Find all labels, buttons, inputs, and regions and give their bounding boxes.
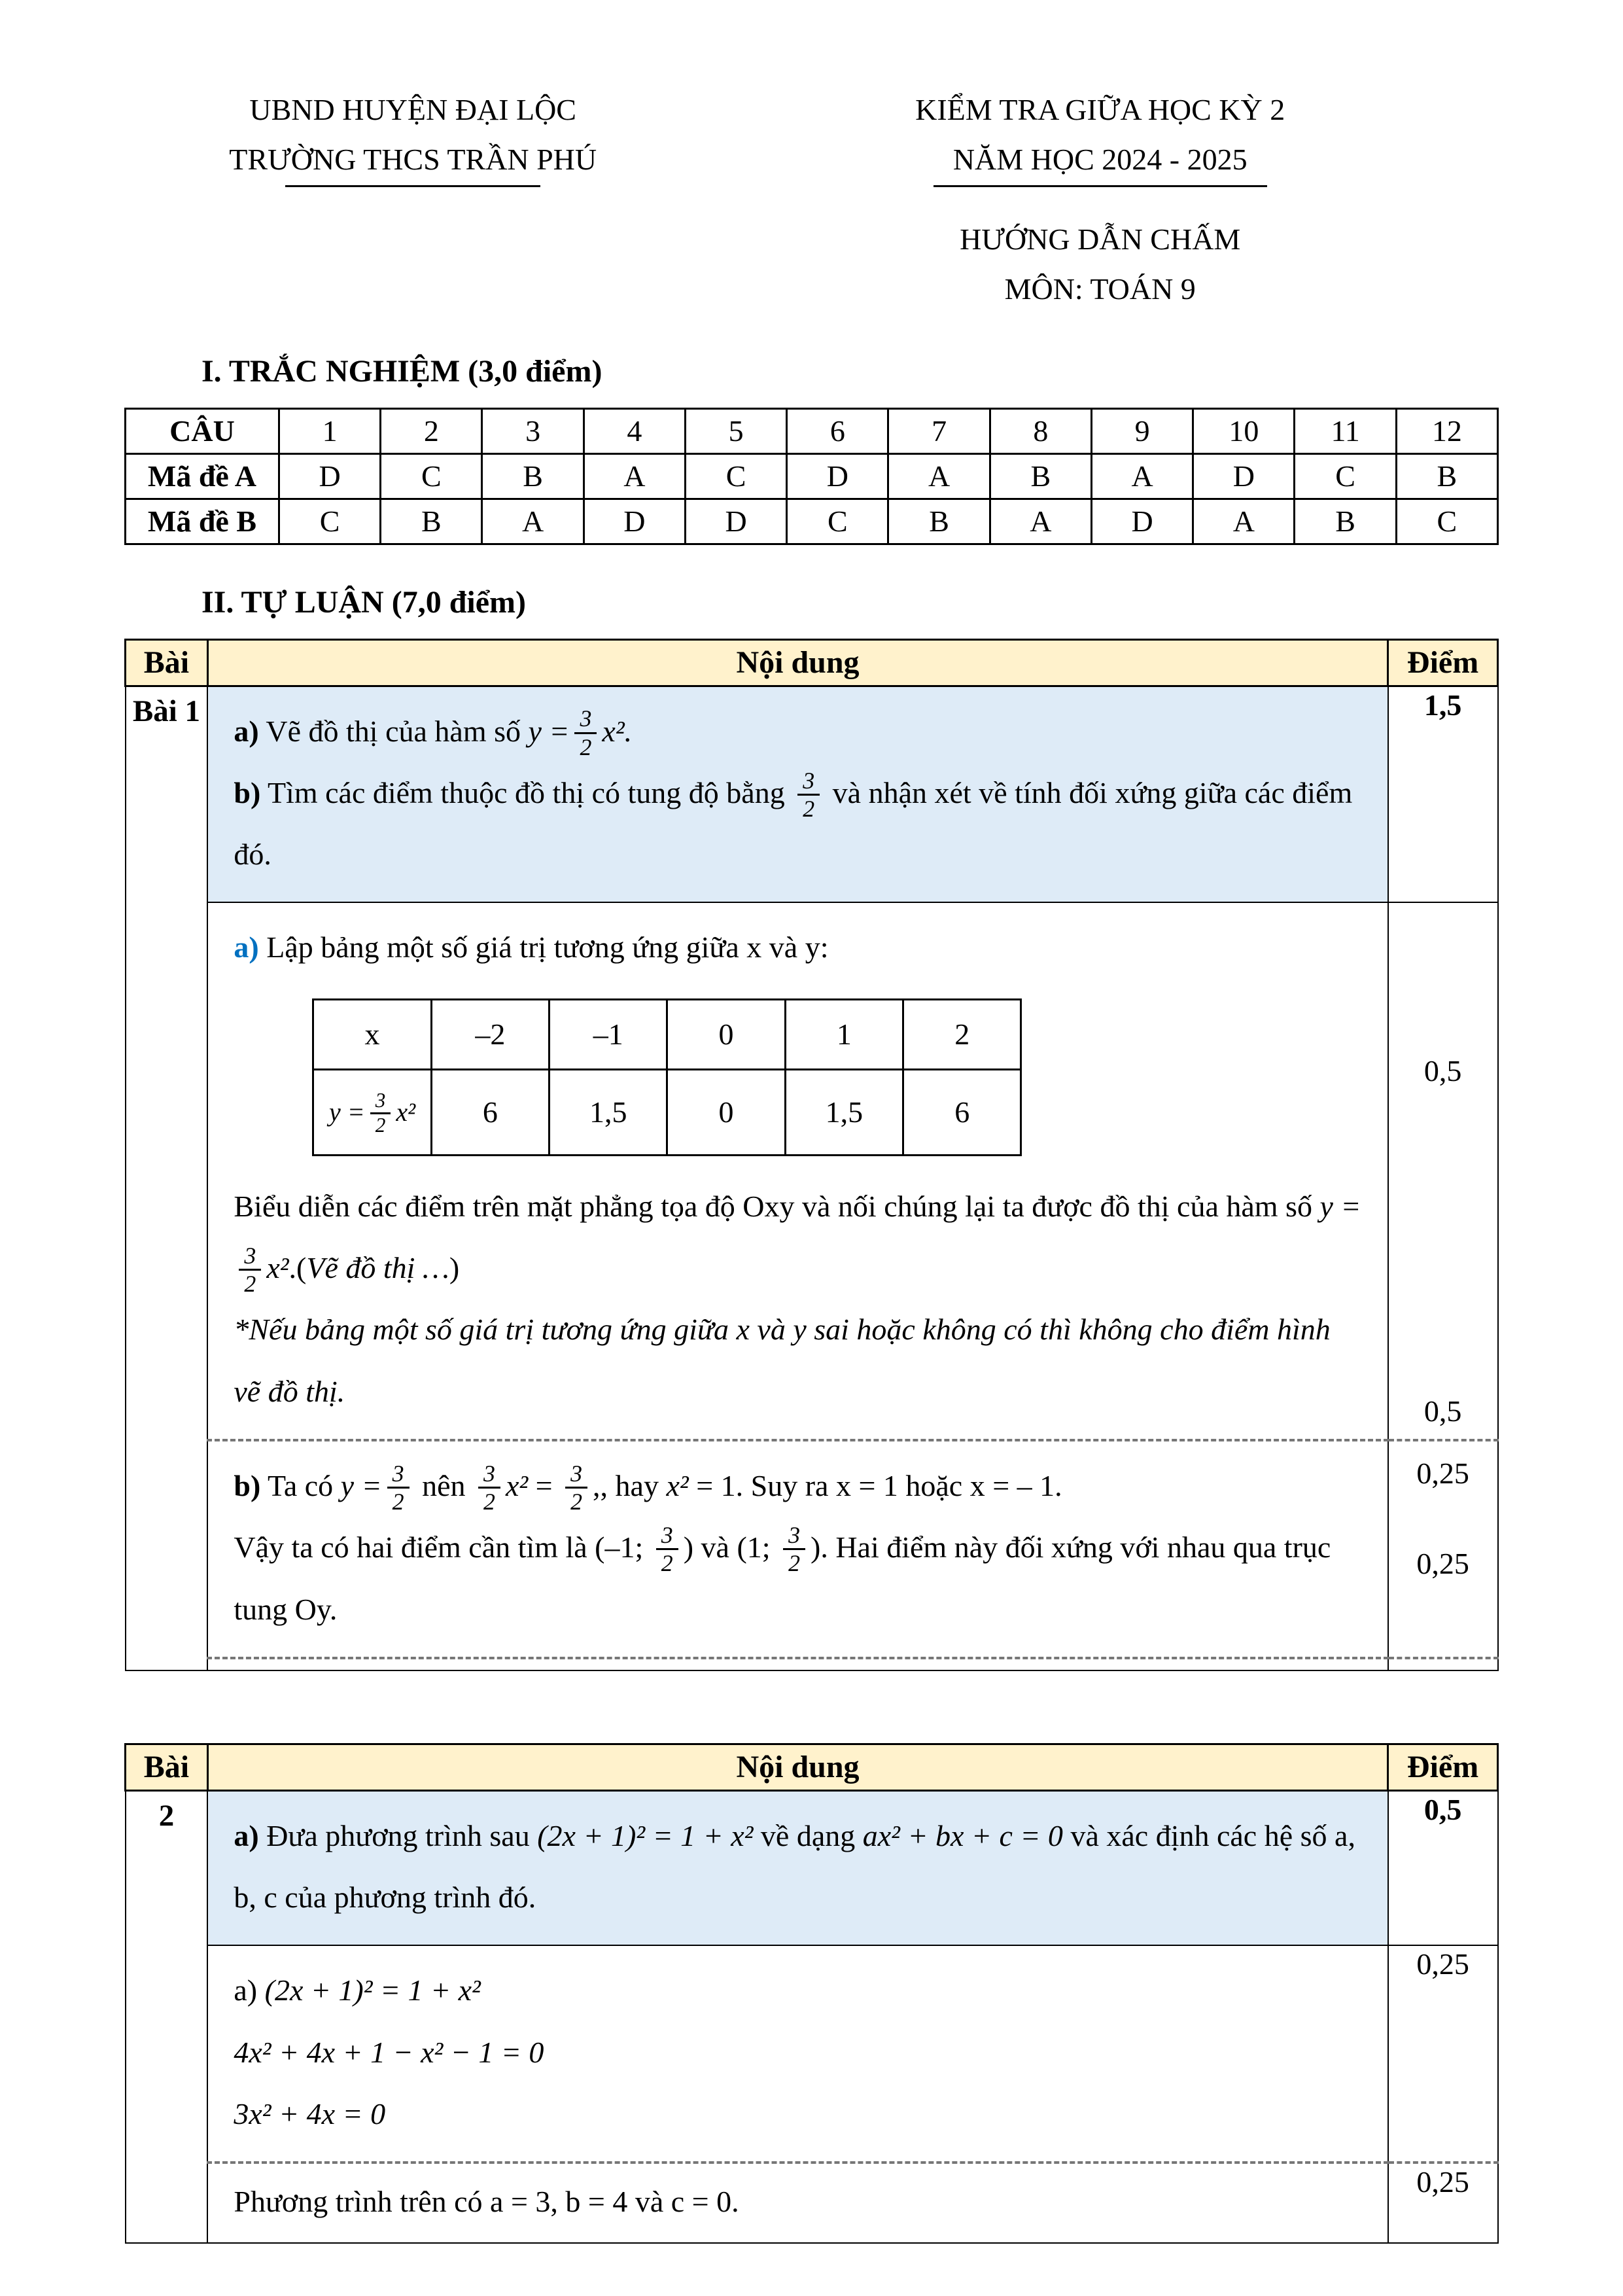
score-conclusion: 0,25 bbox=[1388, 2163, 1498, 2243]
bai1-solution-b-cell bbox=[207, 1440, 1387, 1658]
col-header-diem: Điểm bbox=[1388, 1744, 1498, 1790]
col-header-bai: Bài bbox=[126, 639, 208, 686]
statement-a: a) Vẽ đồ thị của hàm số y = $\frac{3}{2}$ x². bbox=[234, 705, 633, 760]
essay2-statement-row bbox=[126, 1790, 1498, 1945]
mc-answer: B bbox=[888, 499, 990, 544]
mc-answer: C bbox=[381, 453, 482, 499]
y-value: 1,5 bbox=[785, 1069, 903, 1155]
score-b-line1: 0,25 bbox=[1416, 1456, 1469, 1490]
score-statement-2: 0,5 bbox=[1388, 1790, 1498, 1945]
mc-answer: D bbox=[787, 453, 888, 499]
score-solution-2: 0,25 bbox=[1388, 1945, 1498, 2163]
y-value: 1,5 bbox=[550, 1069, 667, 1155]
essay1-spacer-row bbox=[126, 1658, 1498, 1670]
header-exam-line1: KIỂM TRA GIỮA HỌC KỲ 2 bbox=[915, 93, 1285, 126]
x-value: 1 bbox=[785, 999, 903, 1069]
x-value: 2 bbox=[903, 999, 1021, 1069]
y-value: 0 bbox=[667, 1069, 785, 1155]
solution-2-line2: 4x² + 4x + 1 − x² − 1 = 0 bbox=[234, 2035, 544, 2069]
mc-number: 4 bbox=[584, 408, 685, 453]
bai2-label: 2 bbox=[126, 1790, 208, 2243]
essay2-last-row bbox=[126, 2163, 1498, 2243]
header-school-block bbox=[124, 85, 701, 187]
mc-number: 11 bbox=[1295, 408, 1396, 453]
bai2-statement bbox=[209, 1792, 1386, 1945]
bai2-conclusion bbox=[209, 2164, 1386, 2242]
mc-answer: B bbox=[1396, 453, 1497, 499]
header-exam-block bbox=[701, 85, 1499, 314]
mc-number: 10 bbox=[1193, 408, 1295, 453]
mc-number: 2 bbox=[381, 408, 482, 453]
mc-answer: C bbox=[787, 499, 888, 544]
mc-number: 3 bbox=[482, 408, 584, 453]
mc-number: 1 bbox=[279, 408, 380, 453]
header-right-underline bbox=[934, 185, 1267, 187]
col-header-noidung: Nội dung bbox=[207, 639, 1387, 686]
mc-answer: C bbox=[279, 499, 380, 544]
mc-rowA-label: Mã đề A bbox=[126, 453, 279, 499]
multiple-choice-table bbox=[124, 408, 1499, 545]
mc-rowB bbox=[126, 499, 1498, 544]
statement-2a: a) Đưa phương trình sau (2x + 1)² = 1 + x² về dạng ax² + bx + c = 0 và xác định các hệ số a, b, c của phương trình đó. bbox=[234, 1818, 1355, 1915]
solution-a-note: *Nếu bảng một số giá trị tương ứng giữa x và y sai hoặc không có thì không cho điểm hình vẽ đồ thị. bbox=[234, 1313, 1331, 1408]
bai1-statement-cell bbox=[207, 686, 1387, 902]
mc-answer: D bbox=[1091, 499, 1193, 544]
mc-answer: D bbox=[1193, 453, 1295, 499]
mc-number: 5 bbox=[685, 408, 786, 453]
essay1-solution-b-row bbox=[126, 1440, 1498, 1658]
col-header-bai: Bài bbox=[126, 1744, 208, 1790]
bai1-solution-a bbox=[209, 904, 1386, 1438]
essay1-statement-row bbox=[126, 686, 1498, 902]
mc-answer: B bbox=[381, 499, 482, 544]
fraction-3-2: $\frac{3}{2}$ bbox=[370, 1089, 391, 1137]
y-label: y = $\frac{3}{2}$ x² bbox=[313, 1069, 431, 1155]
mc-number: 12 bbox=[1396, 408, 1497, 453]
mc-answer: C bbox=[1396, 499, 1497, 544]
bai1-solution-b bbox=[209, 1442, 1386, 1656]
x-label: x bbox=[313, 999, 431, 1069]
solution-b-line2: Vậy ta có hai điểm cần tìm là (–1; $\frac{3}{2}$ ) và (1; $\frac{3}{2}$ ). Hai điểm này đối xứng với nhau qua trục tung Oy. bbox=[234, 1522, 1331, 1626]
header-left-underline bbox=[285, 185, 540, 187]
bai2-solution bbox=[209, 1947, 1386, 2161]
spacer-cell bbox=[207, 1658, 1387, 1670]
score-value-table: 0,5 bbox=[1423, 1054, 1462, 1088]
mc-answer: A bbox=[1193, 499, 1295, 544]
mc-answer: D bbox=[685, 499, 786, 544]
bai2-conclusion-cell bbox=[207, 2163, 1387, 2243]
value-table-x-row bbox=[313, 999, 1021, 1069]
essay2-header-row bbox=[126, 1744, 1498, 1790]
x-value: 0 bbox=[667, 999, 785, 1069]
fraction-3-2: $\frac{3}{2}$ bbox=[574, 705, 597, 760]
essay-table-1 bbox=[124, 639, 1499, 1671]
mc-cau-label: CÂU bbox=[126, 408, 279, 453]
mc-number: 6 bbox=[787, 408, 888, 453]
mc-answer: A bbox=[584, 453, 685, 499]
mc-answer: C bbox=[685, 453, 786, 499]
x-value: –2 bbox=[431, 999, 549, 1069]
table-gap bbox=[124, 1671, 1499, 1743]
fraction-3-2: $\frac{3}{2}$ bbox=[387, 1460, 410, 1515]
essay-table-2 bbox=[124, 1743, 1499, 2244]
mc-rowA bbox=[126, 453, 1498, 499]
mc-answer: B bbox=[482, 453, 584, 499]
fraction-3-2: $\frac{3}{2}$ bbox=[565, 1460, 587, 1515]
x-value: –1 bbox=[550, 999, 667, 1069]
score-graph: 0,5 bbox=[1423, 1394, 1462, 1428]
mc-answer: D bbox=[279, 453, 380, 499]
section2-title: II. TỰ LUẬN (7,0 điểm) bbox=[201, 584, 527, 620]
mc-answer: A bbox=[482, 499, 584, 544]
fraction-3-2: $\frac{3}{2}$ bbox=[478, 1460, 500, 1515]
header-guide-title: HƯỚNG DẪN CHẤM bbox=[960, 222, 1241, 256]
y-value: 6 bbox=[431, 1069, 549, 1155]
conclusion-text: Phương trình trên có a = 3, b = 4 và c = 0. bbox=[234, 2185, 739, 2219]
mc-answer: B bbox=[1295, 499, 1396, 544]
essay2-solution-row bbox=[126, 1945, 1498, 2163]
header-subject: MÔN: TOÁN 9 bbox=[1004, 272, 1196, 306]
score-solution-b bbox=[1388, 1440, 1498, 1658]
solution-b-line1: b) Ta có y = $\frac{3}{2}$ nên $\frac{3}{2}$ x² = $\frac{3}{2}$ ,, hay x² = 1. Suy ra x = 1 hoặc x = – 1. bbox=[234, 1460, 1062, 1515]
header-org-line1: UBND HUYỆN ĐẠI LỘC bbox=[249, 93, 576, 126]
mc-answer: C bbox=[1295, 453, 1396, 499]
solution-2-line3: 3x² + 4x = 0 bbox=[234, 2097, 386, 2131]
col-header-noidung: Nội dung bbox=[207, 1744, 1387, 1790]
section1-title: I. TRẮC NGHIỆM (3,0 điểm) bbox=[201, 353, 602, 389]
bai1-label: Bài 1 bbox=[126, 686, 208, 1670]
fraction-3-2: $\frac{3}{2}$ bbox=[783, 1522, 805, 1576]
mc-number: 8 bbox=[990, 408, 1091, 453]
solution-a-paragraph: Biểu diễn các điểm trên mặt phẳng tọa độ Oxy và nối chúng lại ta được đồ thị của hàm số y = $\frac{3}{2}$ x².(Vẽ đồ thị …) bbox=[234, 1189, 1361, 1297]
mc-rowB-label: Mã đề B bbox=[126, 499, 279, 544]
essay1-solution-a-row bbox=[126, 902, 1498, 1439]
header-org-line2: TRƯỜNG THCS TRẦN PHÚ bbox=[229, 142, 597, 176]
spacer-cell bbox=[1388, 1658, 1498, 1670]
bai1-statement bbox=[209, 688, 1386, 902]
solution-a-intro: a) Lập bảng một số giá trị tương ứng giữa x và y: bbox=[234, 930, 829, 964]
fraction-3-2: $\frac{3}{2}$ bbox=[239, 1243, 261, 1297]
value-table bbox=[312, 998, 1022, 1156]
fraction-3-2: $\frac{3}{2}$ bbox=[656, 1522, 678, 1576]
bai2-solution-cell bbox=[207, 1945, 1387, 2163]
col-header-diem: Điểm bbox=[1388, 639, 1498, 686]
header-exam-line2: NĂM HỌC 2024 - 2025 bbox=[952, 142, 1248, 176]
essay1-header-row bbox=[126, 639, 1498, 686]
document-header bbox=[124, 85, 1499, 314]
score-b-line2: 0,25 bbox=[1416, 1546, 1469, 1580]
value-table-y-row bbox=[313, 1069, 1021, 1155]
mc-answer: A bbox=[888, 453, 990, 499]
mc-number: 9 bbox=[1091, 408, 1193, 453]
mc-answer: B bbox=[990, 453, 1091, 499]
mc-number: 7 bbox=[888, 408, 990, 453]
mc-answer: A bbox=[1091, 453, 1193, 499]
score-statement-1: 1,5 bbox=[1388, 686, 1498, 902]
fraction-3-2: $\frac{3}{2}$ bbox=[797, 768, 820, 822]
solution-2-line1: a) (2x + 1)² = 1 + x² bbox=[234, 1973, 481, 2007]
mc-answer: D bbox=[584, 499, 685, 544]
bai1-solution-a-cell bbox=[207, 902, 1387, 1439]
bai2-statement-cell bbox=[207, 1790, 1387, 1945]
statement-b: b) Tìm các điểm thuộc đồ thị có tung độ bằng $\frac{3}{2}$ và nhận xét về tính đối xứng giữa các điểm đó. bbox=[234, 767, 1353, 872]
y-value: 6 bbox=[903, 1069, 1021, 1155]
mc-answer: A bbox=[990, 499, 1091, 544]
score-solution-a bbox=[1388, 902, 1498, 1439]
mc-header-row bbox=[126, 408, 1498, 453]
